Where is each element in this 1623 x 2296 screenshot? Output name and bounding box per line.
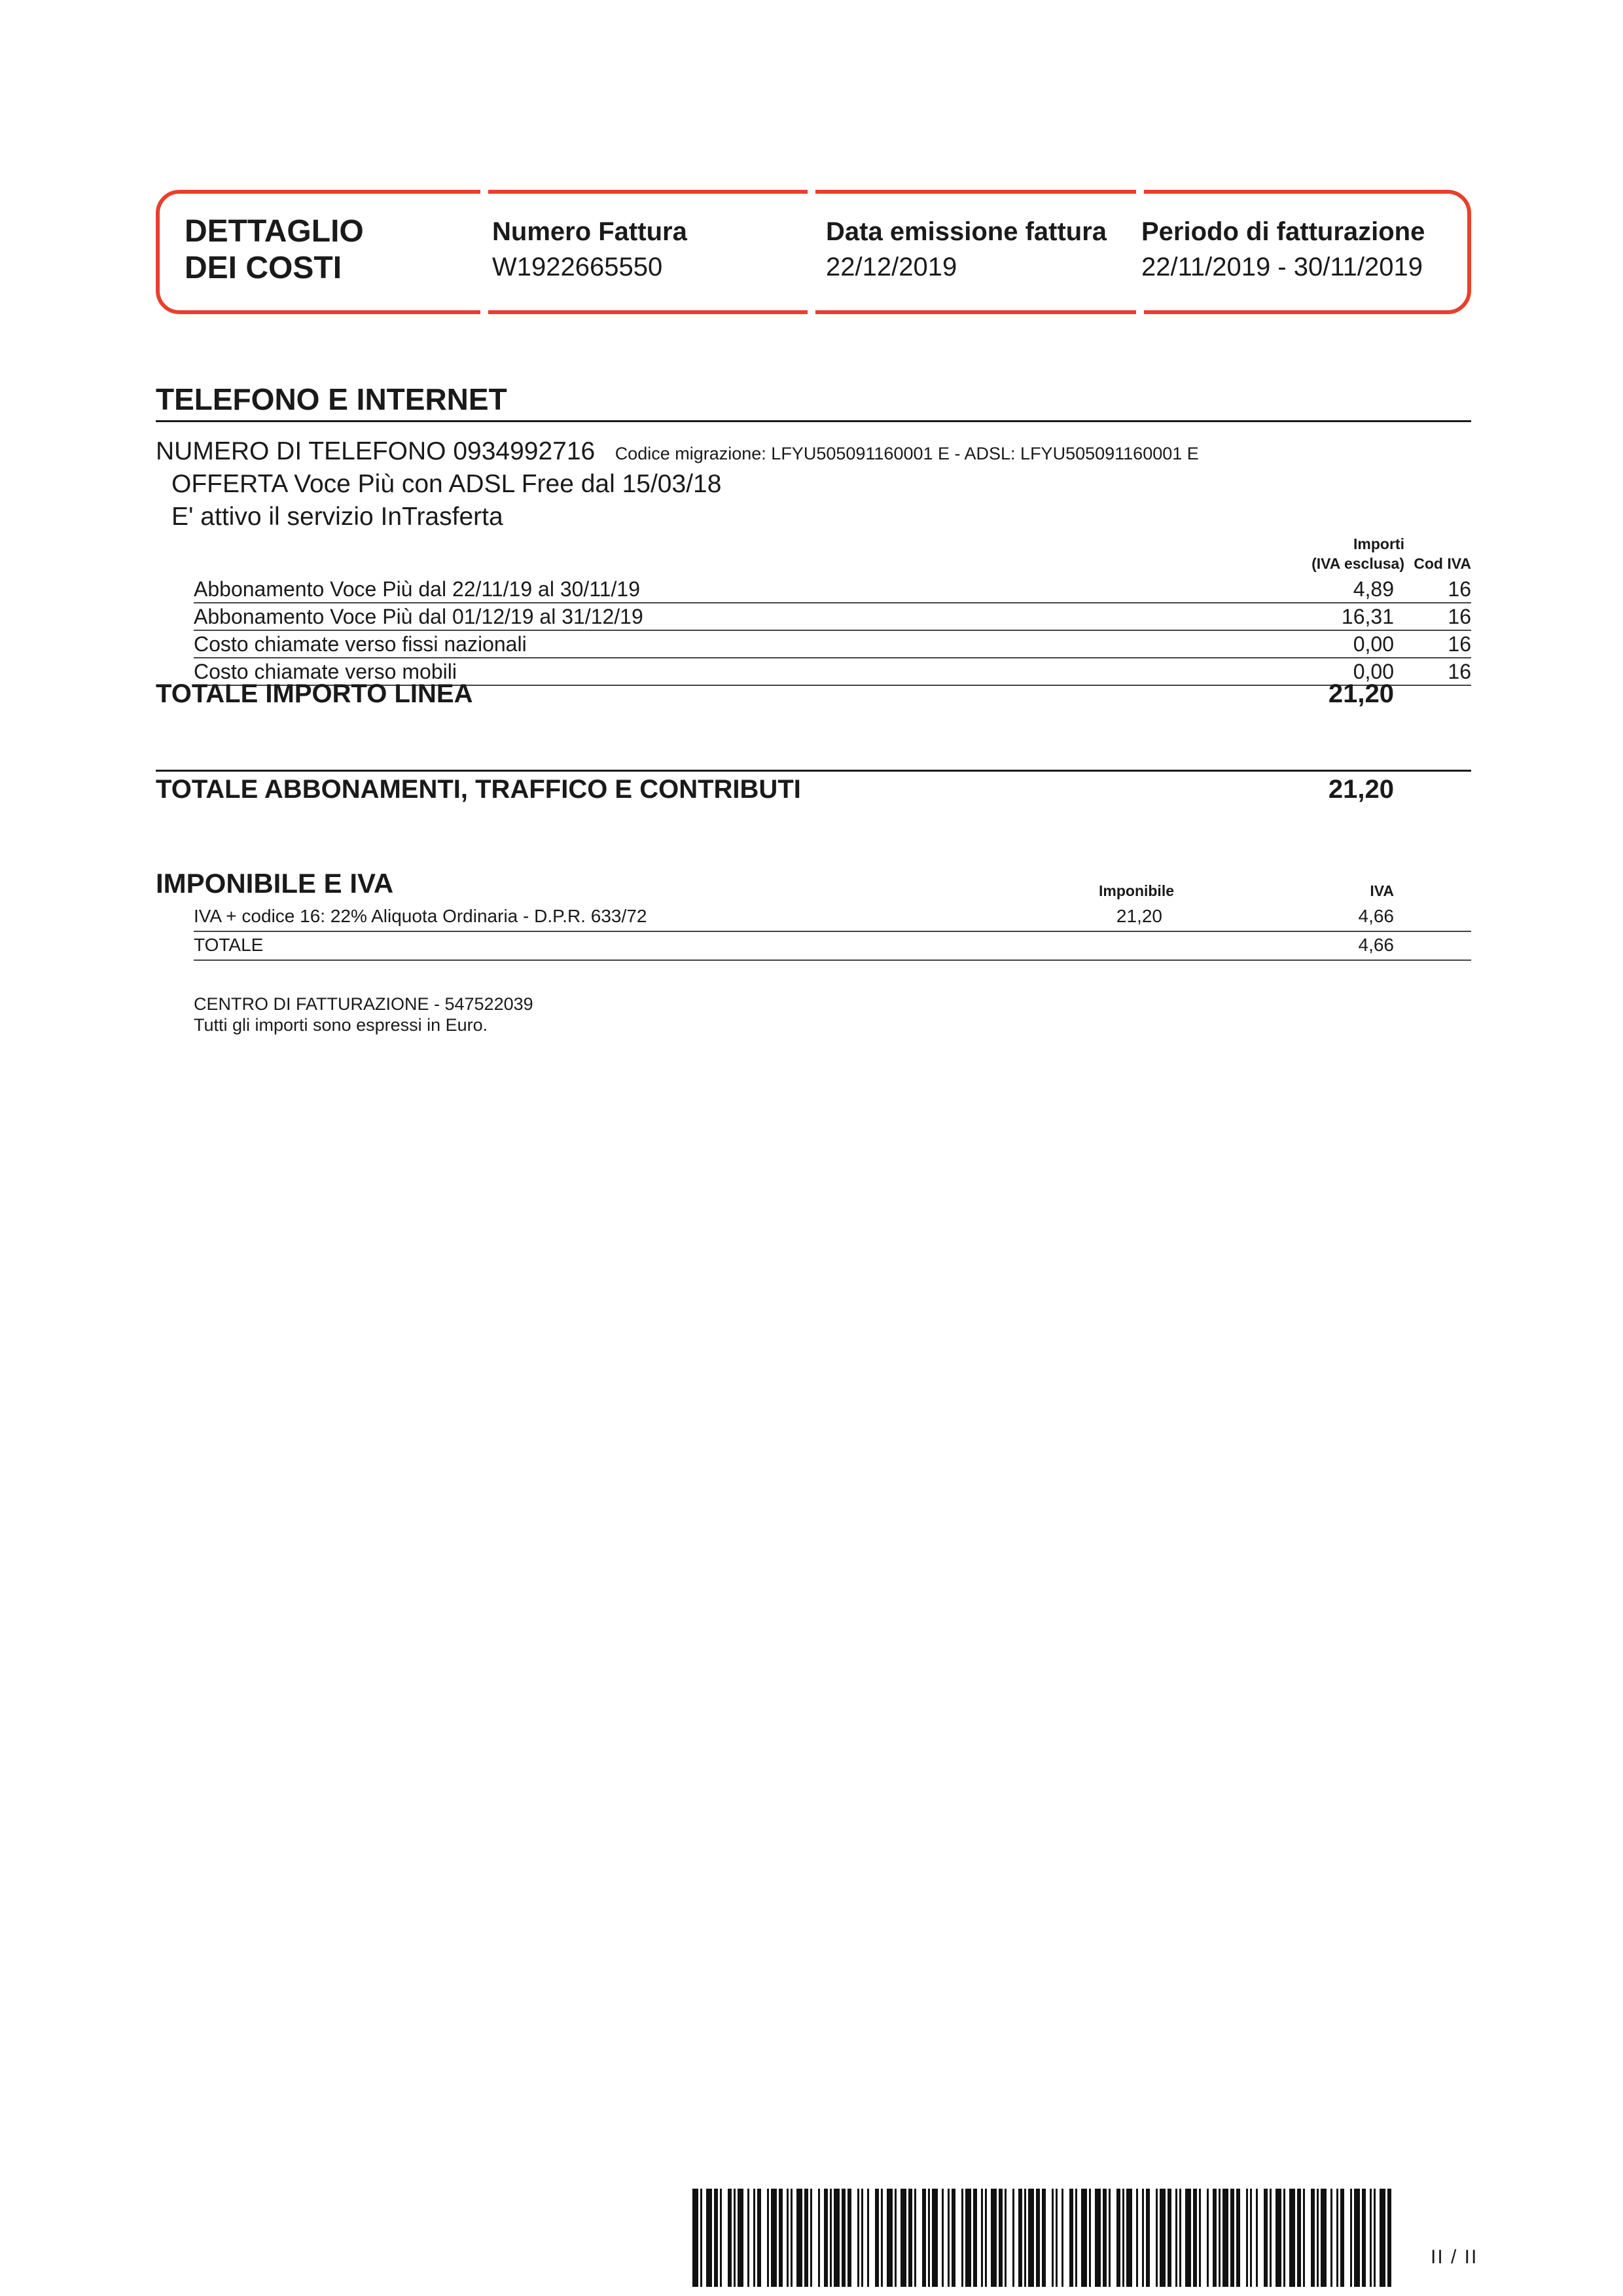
- barcode-bar: [771, 2189, 777, 2287]
- barcode-bar: [1193, 2189, 1197, 2287]
- barcode-bar: [1350, 2189, 1352, 2287]
- billing-period: 22/11/2019 - 30/11/2019: [1141, 253, 1423, 281]
- barcode-bar: [692, 2189, 698, 2287]
- barcode-bar: [1136, 2189, 1138, 2287]
- barcode-bar: [1036, 2189, 1040, 2287]
- barcode-bar: [1089, 2189, 1091, 2287]
- barcode-bar: [767, 2189, 769, 2287]
- row-description: Abbonamento Voce Più dal 22/11/19 al 30/11/19: [194, 577, 641, 601]
- barcode-bar: [1222, 2189, 1228, 2287]
- section-title-vat: IMPONIBILE E IVA: [156, 868, 394, 899]
- barcode-bar: [887, 2189, 893, 2287]
- barcode-bar: [1283, 2189, 1285, 2287]
- migration-code: Codice migrazione: LFYU505091160001 E - ADSL: LFYU505091160001 E: [615, 444, 1199, 463]
- barcode-bar: [1370, 2189, 1372, 2287]
- billing-period-cell: [1141, 215, 1425, 285]
- row-vat-code: 16: [1448, 660, 1471, 683]
- barcode-bar: [1018, 2189, 1022, 2287]
- barcode-bar: [1340, 2189, 1344, 2287]
- section-rule: [156, 420, 1471, 422]
- barcode-bar: [1236, 2189, 1240, 2287]
- barcode-bar: [1336, 2189, 1338, 2287]
- barcode-bar: [1146, 2189, 1150, 2287]
- barcode-bar: [824, 2189, 828, 2287]
- barcode-bar: [1354, 2189, 1360, 2287]
- barcode-bar: [1311, 2189, 1315, 2287]
- barcode-bar: [1075, 2189, 1077, 2287]
- barcode-bar: [1270, 2189, 1272, 2287]
- barcode-bar: [720, 2189, 722, 2287]
- issue-date: 22/12/2019: [826, 253, 957, 281]
- page-title-line2: DEI COSTI: [185, 251, 342, 285]
- barcode-bar: [1317, 2189, 1319, 2287]
- barcode-bar: [1297, 2189, 1301, 2287]
- barcode-bar: [1142, 2189, 1144, 2287]
- barcode-bar: [1160, 2189, 1166, 2287]
- row-vat-code: 16: [1448, 632, 1471, 656]
- page-title-line1: DETTAGLIO: [185, 214, 364, 249]
- barcode-bar: [857, 2189, 859, 2287]
- barcode-bar: [818, 2189, 820, 2287]
- table-row: [194, 575, 1471, 603]
- barcode-bar: [961, 2189, 963, 2287]
- section-title-phone: TELEFONO E INTERNET: [156, 382, 507, 416]
- barcode-bar: [952, 2189, 955, 2287]
- barcode-bar: [1199, 2189, 1201, 2287]
- col-header-amount-line1: Importi: [1353, 535, 1404, 552]
- barcode-bar: [901, 2189, 906, 2287]
- barcode-bar: [810, 2189, 812, 2287]
- barcode-bar: [1042, 2189, 1046, 2287]
- barcode-bar: [1207, 2189, 1209, 2287]
- vat-row: [194, 902, 1471, 932]
- row-description: Costo chiamate verso fissi nazionali: [194, 632, 527, 656]
- line-total-value: 21,20: [1328, 679, 1394, 708]
- barcode-bar: [830, 2189, 832, 2287]
- barcode-bar: [1213, 2189, 1217, 2287]
- barcode-bar: [1028, 2189, 1034, 2287]
- barcode-bar: [895, 2189, 897, 2287]
- barcode-bar: [1219, 2189, 1221, 2287]
- vat-row-vat: 4,66: [1358, 906, 1394, 926]
- barcode-bar: [757, 2189, 761, 2287]
- barcode-bar: [991, 2189, 997, 2287]
- barcode-bar: [942, 2189, 944, 2287]
- grand-total-rule: [156, 770, 1471, 772]
- barcode-bar: [700, 2189, 702, 2287]
- barcode-bar: [1362, 2189, 1366, 2287]
- page-title: [185, 213, 364, 287]
- billing-period-label: Periodo di fatturazione: [1141, 217, 1425, 246]
- barcode-bar: [1122, 2189, 1124, 2287]
- barcode-bar: [881, 2189, 883, 2287]
- barcode-bar: [1303, 2189, 1305, 2287]
- barcode-bar: [1024, 2189, 1026, 2287]
- row-vat-code: 16: [1448, 605, 1471, 628]
- col-header-vat: IVA: [1370, 882, 1394, 899]
- barcode-bar: [1321, 2189, 1327, 2287]
- barcode-bar: [1185, 2189, 1191, 2287]
- barcode-bar: [1081, 2189, 1087, 2287]
- row-amount: 0,00: [1353, 660, 1394, 683]
- barcode-bar: [1380, 2189, 1385, 2287]
- grand-total-value: 21,20: [1328, 775, 1394, 804]
- barcode-bar: [1289, 2189, 1295, 2287]
- barcode-bar: [973, 2189, 977, 2287]
- barcode-bar: [1330, 2189, 1332, 2287]
- barcode-bar: [922, 2189, 926, 2287]
- barcode-bar: [791, 2189, 793, 2287]
- barcode-bar: [796, 2189, 802, 2287]
- barcode-bar: [981, 2189, 983, 2287]
- barcode-bar: [804, 2189, 808, 2287]
- barcode-bar: [908, 2189, 912, 2287]
- barcode: [692, 2189, 1391, 2287]
- phone-number: NUMERO DI TELEFONO 0934992716: [156, 437, 596, 465]
- service-info: E' attivo il servizio InTrasferta: [171, 503, 503, 531]
- page-number: II / II: [1431, 2246, 1478, 2268]
- barcode-bar: [787, 2189, 789, 2287]
- barcode-bar: [714, 2189, 718, 2287]
- row-amount: 16,31: [1341, 605, 1394, 628]
- header-divider: [480, 185, 488, 319]
- vat-total-label: TOTALE: [194, 935, 264, 955]
- table-row: [194, 630, 1471, 658]
- col-header-amount-line2: (IVA esclusa): [1311, 555, 1404, 572]
- barcode-bar: [867, 2189, 869, 2287]
- barcode-bar: [1052, 2189, 1054, 2287]
- barcode-bar: [1168, 2189, 1171, 2287]
- row-description: Abbonamento Voce Più dal 01/12/19 al 31/12/19: [194, 605, 643, 628]
- row-amount: 4,89: [1353, 577, 1394, 601]
- barcode-bar: [1256, 2189, 1258, 2287]
- barcode-bar: [1387, 2189, 1391, 2287]
- barcode-bar: [861, 2189, 863, 2287]
- col-header-taxable: Imponibile: [1099, 882, 1174, 899]
- phone-line-info: [156, 436, 1199, 467]
- vat-row-description: IVA + codice 16: 22% Aliquota Ordinaria - D.P.R. 633/72: [194, 906, 647, 926]
- col-header-vat-code: Cod IVA: [1414, 555, 1471, 572]
- barcode-bar: [985, 2189, 987, 2287]
- col-header-amount: [1311, 534, 1404, 573]
- invoice-number: W1922665550: [492, 253, 663, 281]
- barcode-bar: [1374, 2189, 1376, 2287]
- barcode-bar: [914, 2189, 916, 2287]
- barcode-bar: [965, 2189, 971, 2287]
- barcode-bar: [1103, 2189, 1107, 2287]
- barcode-bar: [1095, 2189, 1101, 2287]
- barcode-bar: [1246, 2189, 1248, 2287]
- barcode-bar: [1005, 2189, 1007, 2287]
- issue-date-cell: [826, 215, 1107, 285]
- barcode-bar: [999, 2189, 1003, 2287]
- barcode-bar: [842, 2189, 846, 2287]
- barcode-bar: [847, 2189, 851, 2287]
- barcode-bar: [738, 2189, 743, 2287]
- barcode-bar: [1109, 2189, 1111, 2287]
- vat-total-value: 4,66: [1358, 935, 1394, 955]
- table-row: [194, 602, 1471, 631]
- invoice-number-label: Numero Fattura: [492, 217, 687, 246]
- row-description: Costo chiamate verso mobili: [194, 660, 457, 683]
- row-amount: 0,00: [1353, 632, 1394, 656]
- barcode-bar: [1061, 2189, 1063, 2287]
- offer-info: OFFERTA Voce Più con ADSL Free dal 15/03/18: [171, 470, 722, 498]
- issue-date-label: Data emissione fattura: [826, 217, 1107, 246]
- vat-total-row: [194, 931, 1471, 961]
- barcode-bar: [1230, 2189, 1234, 2287]
- barcode-bar: [1275, 2189, 1281, 2287]
- barcode-bar: [875, 2189, 879, 2287]
- barcode-bar: [1250, 2189, 1252, 2287]
- barcode-bar: [728, 2189, 732, 2287]
- row-vat-code: 16: [1448, 577, 1471, 601]
- barcode-bar: [1056, 2189, 1058, 2287]
- barcode-bar: [1156, 2189, 1158, 2287]
- barcode-bar: [1264, 2189, 1268, 2287]
- barcode-bar: [734, 2189, 736, 2287]
- barcode-bar: [1116, 2189, 1120, 2287]
- barcode-bar: [948, 2189, 950, 2287]
- barcode-bar: [706, 2189, 712, 2287]
- line-total-label: TOTALE IMPORTO LINEA: [156, 679, 473, 708]
- header-divider: [808, 185, 815, 319]
- barcode-bar: [779, 2189, 783, 2287]
- barcode-bar: [1012, 2189, 1014, 2287]
- grand-total-label: TOTALE ABBONAMENTI, TRAFFICO E CONTRIBUTI: [156, 775, 801, 804]
- currency-note: Tutti gli importi sono espressi in Euro.: [194, 1015, 488, 1035]
- barcode-bar: [928, 2189, 930, 2287]
- barcode-bar: [1175, 2189, 1177, 2287]
- barcode-bar: [1069, 2189, 1073, 2287]
- invoice-number-cell: [492, 215, 687, 285]
- barcode-bar: [1179, 2189, 1181, 2287]
- vat-row-taxable: 21,20: [1116, 906, 1162, 926]
- barcode-bar: [834, 2189, 840, 2287]
- barcode-bar: [932, 2189, 938, 2287]
- barcode-bar: [1126, 2189, 1132, 2287]
- billing-center: CENTRO DI FATTURAZIONE - 547522039: [194, 994, 533, 1014]
- barcode-bar: [747, 2189, 749, 2287]
- barcode-bar: [753, 2189, 755, 2287]
